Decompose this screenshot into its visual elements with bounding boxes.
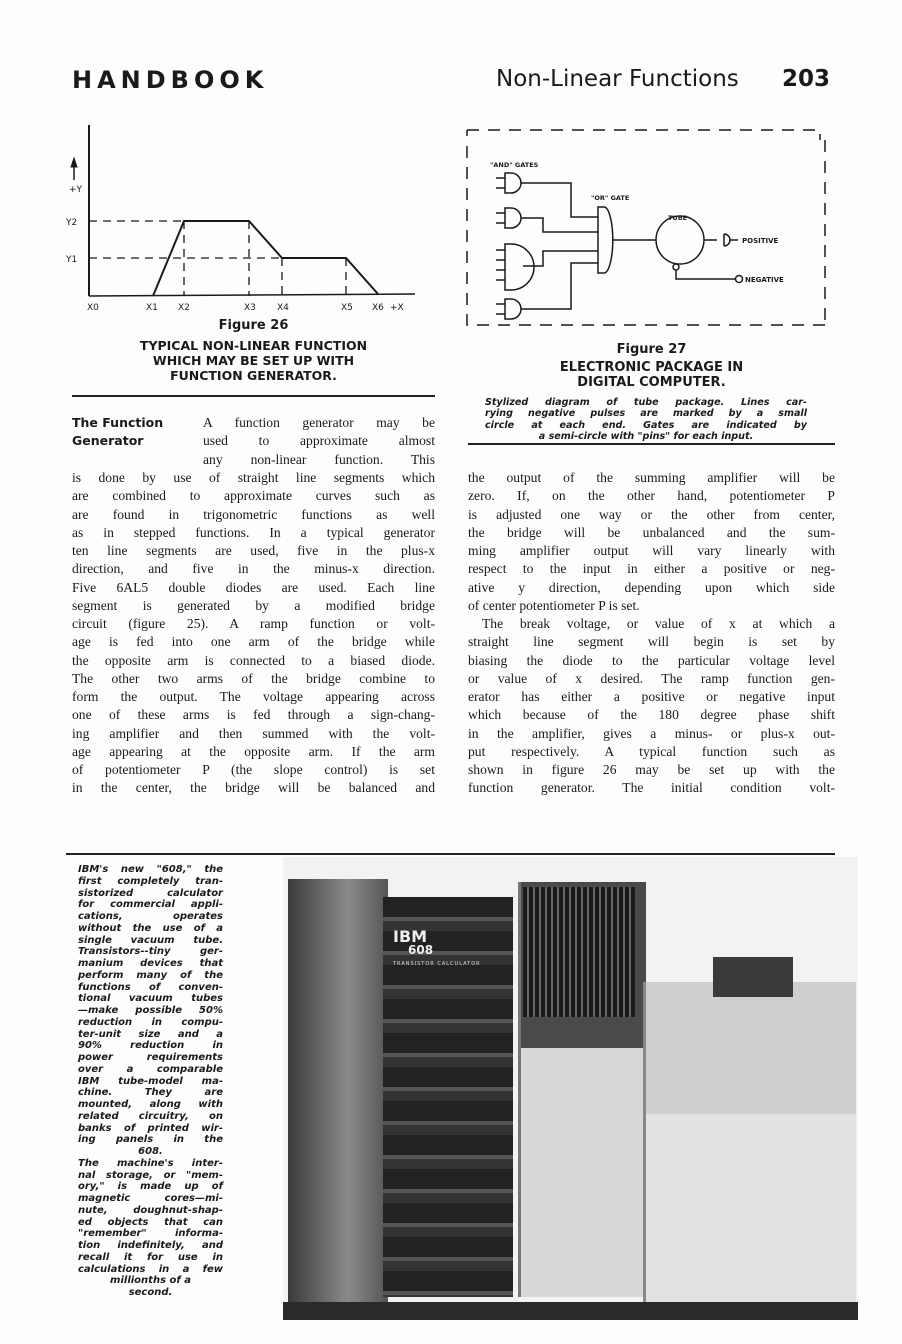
text-line: ing amplifier and then summed with the volt-	[72, 725, 435, 741]
text-line: 608.	[138, 1146, 163, 1157]
text-line: ming amplifier output will vary linearly with	[468, 543, 835, 558]
text-line: Transistors--tiny ger-	[78, 946, 223, 958]
text-line: or value of x desired. The ramp function gen-	[468, 670, 835, 686]
text-line: ing panels in the	[78, 1134, 223, 1146]
divider	[72, 395, 435, 397]
left-column-text	[72, 469, 435, 798]
title-line: TYPICAL NON-LINEAR FUNCTION	[139, 338, 368, 353]
y-axis-label: +Y	[69, 185, 83, 195]
text-line: reduction in compu-	[78, 1016, 223, 1028]
text-line: as in stepped functions. In a typical generator	[72, 524, 435, 540]
text-line: mounted, along with	[78, 1099, 223, 1110]
x5-label: X5	[341, 303, 353, 310]
figure-26-title	[72, 338, 435, 383]
text-line: ten line segments are used, five in the plus-x	[72, 543, 435, 558]
text-line: erator has either a positive or negative input	[468, 689, 835, 704]
text-line: nal storage, or "mem-	[78, 1169, 223, 1181]
x-axis-label: +X	[390, 303, 404, 310]
text-line: functions of conven-	[78, 981, 223, 993]
x0-label: X0	[87, 303, 99, 310]
text-line: the output of the summing amplifier will be	[468, 470, 835, 485]
side-heading-line: The Function	[72, 415, 164, 430]
caption-line: rying negative pulses are marked by a small	[485, 408, 807, 420]
text-line: put respectively. A typical function such as	[468, 743, 835, 759]
text-line: cations, operates	[78, 911, 223, 922]
text-line: first completely tran-	[78, 875, 223, 887]
positive-label: POSITIVE	[742, 237, 779, 245]
tube-label: TUBE	[668, 214, 688, 222]
text-line: form the output. The voltage appearing across	[72, 689, 435, 704]
text-line: of center potentiometer P is set.	[468, 597, 640, 613]
negative-label: NEGATIVE	[745, 276, 784, 284]
text-line: which because of the 180 degree phase shift	[468, 707, 835, 723]
text-line: age is fed into one arm of the bridge while	[72, 634, 435, 650]
text-line: in the amplifier, gives a minus- or plus-x out-	[468, 725, 835, 741]
right-column-text	[468, 469, 835, 798]
text-line: IBM's new "608," the	[78, 864, 223, 875]
figure-27-title	[470, 360, 833, 390]
text-line: one of these arms is fed through a sign-chang-	[72, 707, 435, 723]
and-gates-label: "AND" GATES	[490, 161, 539, 169]
text-line: A function generator may be	[203, 415, 435, 430]
photo-label: TRANSISTOR CALCULATOR	[393, 961, 481, 967]
text-line: used to approximate almost	[203, 433, 435, 449]
text-line: magnetic cores—mi-	[78, 1193, 223, 1204]
text-line: "remember" informa-	[78, 1228, 223, 1240]
figure-27-caption	[485, 397, 807, 442]
text-line: perform many of the	[78, 969, 223, 981]
title-line: DIGITAL COMPUTER.	[577, 375, 726, 390]
divider	[66, 853, 835, 855]
y2-label: Y2	[66, 218, 78, 228]
photo-brand: IBM	[393, 927, 428, 946]
text-line: ative y direction, depending upon which side	[468, 579, 835, 595]
text-line: respect to the input in either a positive or neg-	[468, 561, 835, 577]
text-line: manium devices that	[78, 958, 223, 969]
text-line: are combined to approximate curves such as	[72, 488, 435, 504]
side-heading	[72, 414, 163, 450]
text-line: nute, doughnut-shap-	[78, 1204, 223, 1216]
text-line: biasing the diode to the particular voltage level	[468, 652, 835, 668]
x4-label: X4	[277, 303, 289, 310]
text-line: the bridge will be unbalanced and the sum-	[468, 524, 835, 540]
text-line: millionths of a	[110, 1275, 191, 1287]
text-line: The break voltage, or value of x at which a	[482, 616, 835, 631]
running-head-book: HANDBOOK	[72, 66, 269, 94]
text-line: second.	[128, 1287, 173, 1298]
page-number: 203	[782, 66, 831, 92]
x3-label: X3	[244, 303, 256, 310]
ibm-608-photo	[283, 857, 858, 1320]
figure-27-number: Figure 27	[616, 342, 687, 357]
x6-label: X6	[372, 303, 384, 310]
text-line: The other two arms of the bridge combine to	[72, 670, 435, 686]
side-heading-line: Generator	[72, 433, 144, 448]
caption-line: a semi-circle with "pins" for each input.	[538, 430, 754, 442]
title-line: FUNCTION GENERATOR.	[170, 368, 337, 383]
caption-line: Stylized diagram of tube package. Lines car-	[485, 397, 807, 408]
text-line: calculations in a few	[78, 1263, 223, 1275]
text-line: shown in figure 26 may be set up with the	[468, 762, 835, 777]
text-line: straight line segment will begin is set by	[468, 634, 835, 650]
figure-26-number: Figure 26	[218, 318, 289, 333]
text-line: tion indefinitely, and	[78, 1240, 223, 1251]
or-gate-label: "OR" GATE	[591, 194, 630, 202]
text-line: recall it for use in	[78, 1251, 223, 1263]
x1-label: X1	[146, 303, 158, 310]
text-line: age appearing at the opposite arm. If the arm	[72, 743, 435, 759]
text-line: is done by use of straight line segments which	[72, 470, 435, 485]
figure-27-diagram	[460, 110, 840, 340]
text-line: of potentiometer P (the slope control) is set	[72, 762, 435, 777]
title-line: ELECTRONIC PACKAGE IN	[559, 360, 744, 375]
text-line: in the center, the bridge will be balanced and	[72, 780, 435, 796]
text-line: for commercial appli-	[78, 899, 223, 911]
text-line: related circuitry, on	[78, 1110, 223, 1122]
y1-label: Y1	[66, 255, 78, 265]
text-line: The machine's inter-	[78, 1157, 223, 1169]
text-line: single vacuum tube.	[78, 934, 223, 946]
x2-label: X2	[178, 303, 190, 310]
text-line: chine. They are	[78, 1087, 223, 1099]
text-line: 90% reduction in	[78, 1040, 223, 1052]
intro-text	[203, 414, 435, 469]
text-line: is adjusted one way or the other from center,	[468, 506, 835, 522]
text-line: tional vacuum tubes	[78, 993, 223, 1005]
text-line: IBM tube-model ma-	[78, 1075, 223, 1087]
text-line: —make possible 50%	[78, 1005, 223, 1016]
text-line: segment is generated by a modified bridge	[72, 597, 435, 613]
text-line: sistorized calculator	[78, 887, 223, 899]
figure-26-graph	[60, 110, 440, 310]
text-line: the opposite arm is connected to a biased diode.	[72, 652, 435, 668]
caption-line: circle at each end. Gates are indicated by	[485, 419, 807, 431]
text-line: ory," is made up of	[78, 1181, 223, 1193]
text-line: function generator. The initial condition volt-	[468, 780, 835, 796]
text-line: ter-unit size and a	[78, 1028, 223, 1040]
photo-caption	[78, 864, 223, 1299]
text-line: power requirements	[78, 1052, 223, 1063]
text-line: zero. If, on the other hand, potentiometer P	[468, 488, 835, 504]
text-line: without the use of a	[78, 922, 223, 934]
text-line: banks of printed wir-	[78, 1122, 223, 1134]
divider	[468, 443, 835, 445]
text-line: any non-linear function. This	[203, 451, 435, 467]
text-line: ed objects that can	[78, 1216, 223, 1228]
text-line: circuit (figure 25). A ramp function or volt-	[72, 616, 435, 631]
text-line: Five 6AL5 double diodes are used. Each line	[72, 579, 435, 595]
title-line: WHICH MAY BE SET UP WITH	[152, 353, 355, 368]
text-line: over a comparable	[78, 1063, 223, 1075]
text-line: direction, and five in the minus-x direction.	[72, 561, 435, 577]
running-head-section: Non-Linear Functions	[496, 66, 739, 92]
photo-model: 608	[408, 943, 434, 957]
text-line: are found in trigonometric functions as well	[72, 506, 435, 522]
